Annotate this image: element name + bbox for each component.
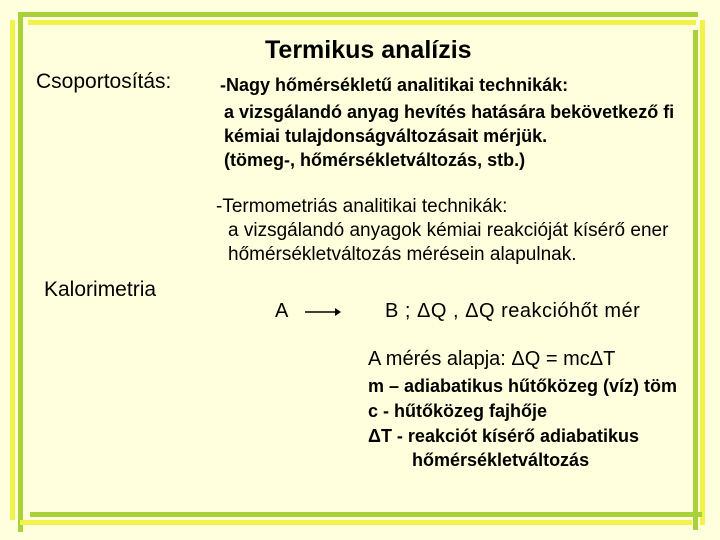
high-temp-heading: -Nagy hőmérsékletű analitikai technikák: [220, 75, 569, 95]
high-temp-line-1: a vizsgálandó anyag hevítés hatására bekövetkező fi [224, 102, 675, 122]
definition-delta-t: ΔT - reakciót kísérő adiabatikus [368, 426, 640, 446]
high-temp-line-2: kémiai tulajdonságváltozásait mérjük. [224, 126, 548, 146]
frame-bottom-green [30, 512, 702, 517]
reactant-a: A [275, 300, 289, 322]
measurement-principle: A mérés alapja: ΔQ = mcΔT [368, 348, 616, 370]
frame-left-green [18, 12, 23, 532]
frame-bottom-yellow [20, 520, 692, 525]
thermometric-line-1: a vizsgálandó anyagok kémiai reakcióját kísérő ener [228, 220, 669, 241]
frame-top-yellow [28, 20, 696, 25]
frame-left-yellow [10, 20, 15, 520]
frame-right-green [693, 30, 698, 530]
calorimetry-label: Kalorimetria [44, 278, 157, 301]
grouping-label: Csoportosítás: [36, 70, 172, 93]
frame-right-yellow [700, 20, 705, 525]
definition-delta-t-cont: hőmérsékletváltozás [412, 450, 590, 470]
definition-c: c - hűtőközeg fajhője [368, 401, 548, 421]
thermometric-line-2: hőmérsékletváltozás mérésein alapulnak. [228, 244, 577, 265]
reaction-arrow-icon [305, 305, 341, 319]
thermometric-heading: -Termometriás analitikai technikák: [216, 196, 508, 217]
high-temp-line-3: (tömeg-, hőmérsékletváltozás, stb.) [224, 150, 526, 170]
reaction-products: B ; ΔQ , ΔQ reakcióhőt mér [385, 300, 641, 322]
frame-top-green [18, 12, 698, 17]
definition-m: m – adiabatikus hűtőközeg (víz) töm [368, 376, 678, 396]
slide-title: Termikus analízis [265, 36, 472, 64]
